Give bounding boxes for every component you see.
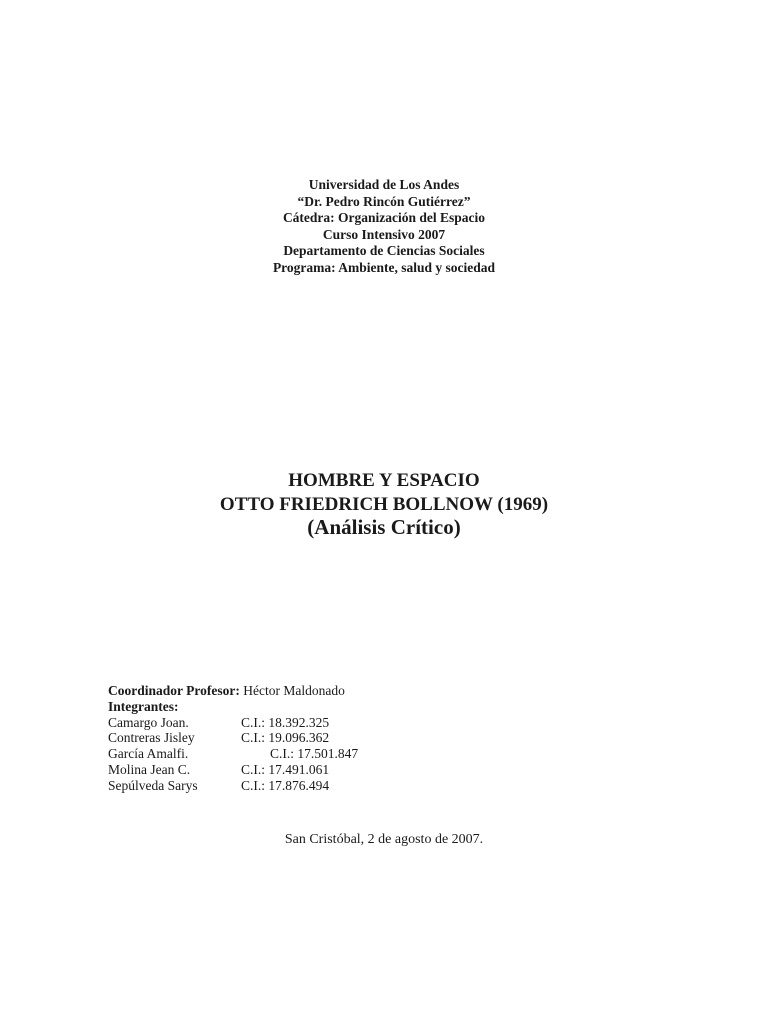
members-label: Integrantes: (108, 698, 179, 714)
chair-name: Cátedra: Organización del Espacio (282, 210, 486, 226)
course-name: Curso Intensivo 2007 (322, 226, 446, 242)
authors-block (108, 683, 508, 794)
member-name: Molina Jean C. (108, 761, 191, 777)
title-line-3: (Análisis Crítico) (307, 515, 461, 539)
member-row (108, 730, 508, 746)
member-row (108, 746, 508, 762)
member-ci: C.I.: 17.491.061 (241, 761, 330, 777)
place-date: San Cristóbal, 2 de agosto de 2007. (284, 832, 484, 847)
title-line-2: OTTO FRIEDRICH BOLLNOW (1969) (219, 493, 549, 515)
program-name: Programa: Ambiente, salud y sociedad (272, 259, 496, 275)
member-ci: C.I.: 17.876.494 (241, 777, 330, 793)
member-row (108, 762, 508, 778)
coordinator-name: Héctor Maldonado (239, 683, 345, 698)
coordinator-row (108, 683, 508, 699)
member-name: Contreras Jisley (108, 730, 195, 746)
member-name: Camargo Joan. (108, 714, 189, 730)
member-name: García Amalfi. (108, 746, 189, 762)
institution-header (0, 177, 768, 277)
member-ci: C.I.: 18.392.325 (241, 714, 330, 730)
coordinator-label: Coordinador Profesor: (108, 683, 240, 698)
member-row (108, 715, 508, 731)
document-title (0, 469, 768, 540)
department-name: Departamento de Ciencias Sociales (283, 243, 485, 259)
title-line-1: HOMBRE Y ESPACIO (288, 470, 480, 491)
university-honoree: “Dr. Pedro Rincón Gutiérrez” (297, 193, 471, 209)
member-ci: C.I.: 17.501.847 (270, 746, 359, 762)
member-row (108, 778, 508, 794)
member-ci: C.I.: 19.096.362 (241, 730, 330, 746)
member-name: Sepúlveda Sarys (108, 777, 198, 793)
university-name: Universidad de Los Andes (308, 177, 460, 192)
